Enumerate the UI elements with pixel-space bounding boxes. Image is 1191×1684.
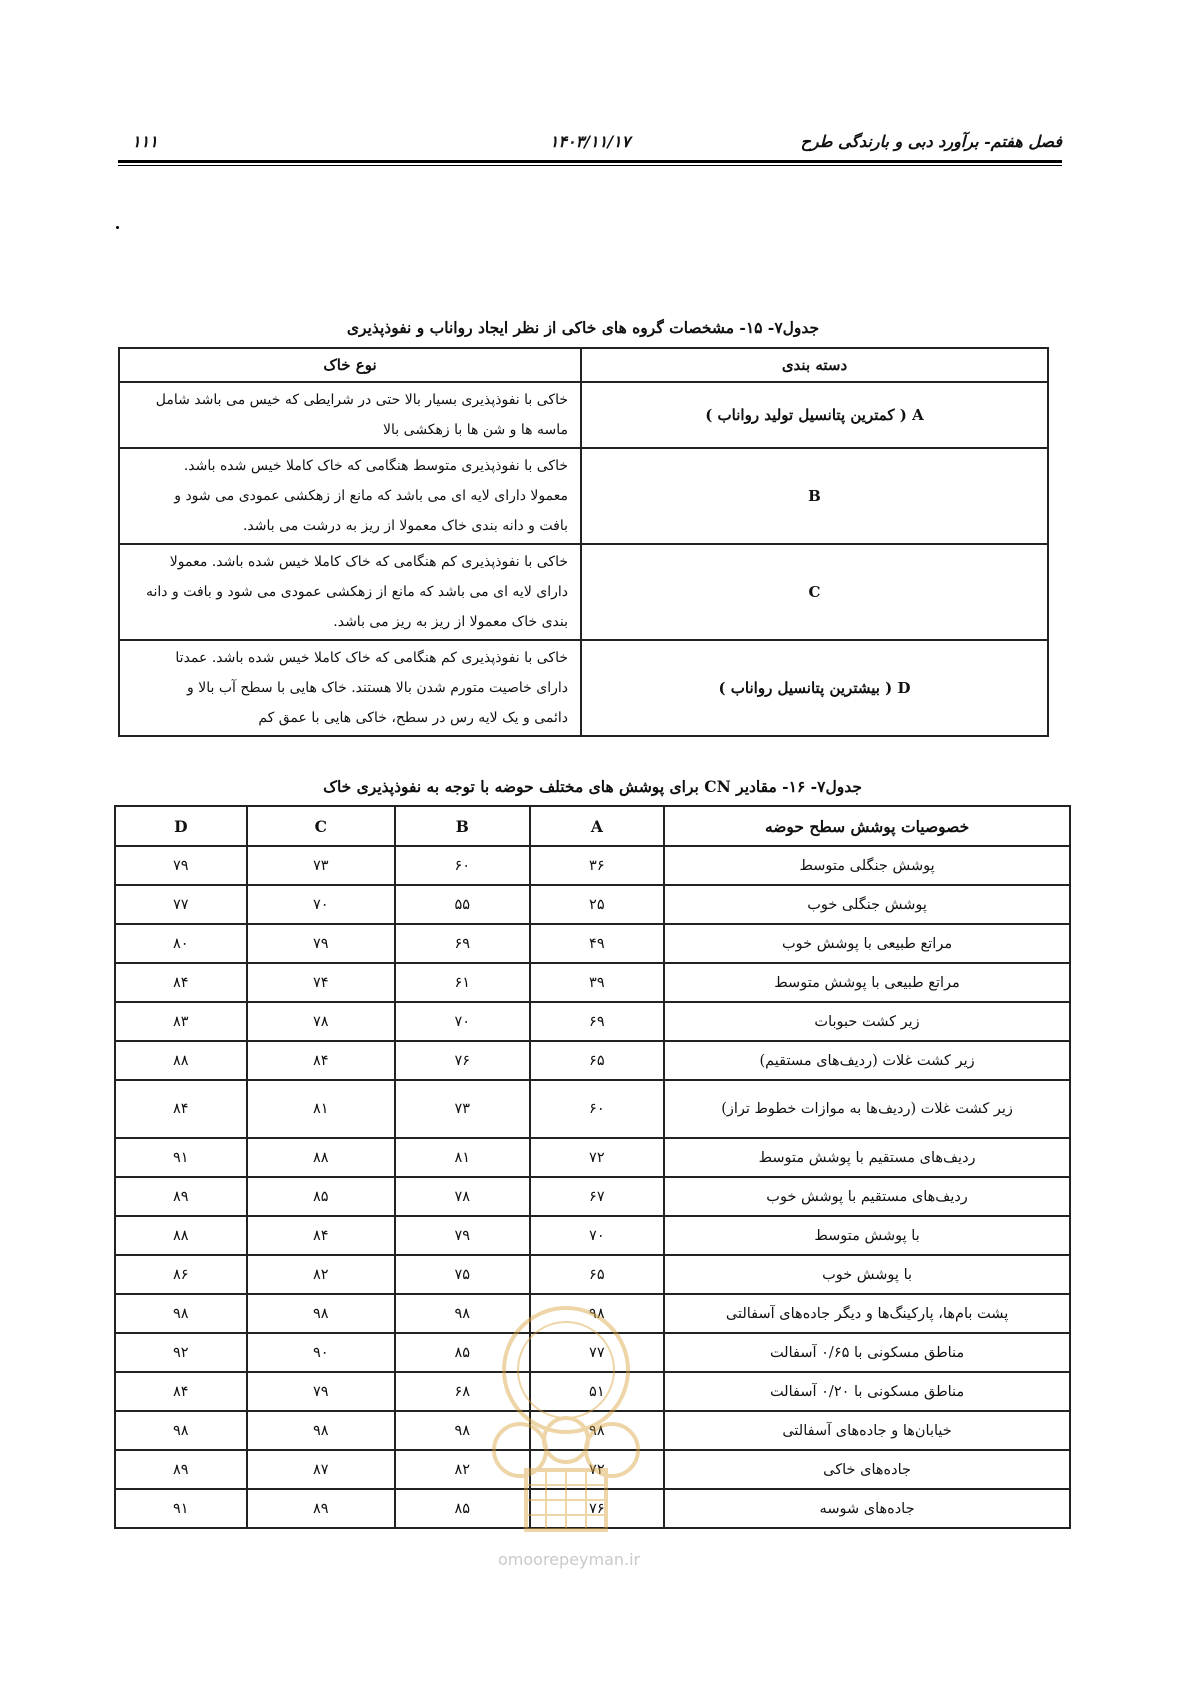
cn-values-table (114, 805, 1071, 1529)
cover-label: ردیف‌های مستقیم با پوشش متوسط (664, 1138, 1070, 1177)
table2-row (115, 1489, 1070, 1528)
table2-row (115, 1041, 1070, 1080)
cn-value-a: ۶۹ (530, 1002, 665, 1041)
cn-value-d: ۹۱ (115, 1489, 247, 1528)
table2-row (115, 924, 1070, 963)
cn-value-d: ۸۴ (115, 1080, 247, 1138)
cn-value-a: ۹۸ (530, 1411, 665, 1450)
soil-description-line: خاکی با نفوذپذیری کم هنگامی که خاک کاملا خیس شده باشد. عمدتا (175, 650, 568, 666)
table2-header-label: خصوصیات پوشش سطح حوضه (664, 806, 1070, 846)
cn-value-a: ۷۲ (530, 1450, 665, 1489)
header-date: ۱۴۰۳/۱۱/۱۷ (549, 132, 631, 151)
cn-value-a: ۹۸ (530, 1294, 665, 1333)
cn-value-a: ۳۶ (530, 846, 665, 885)
cn-value-b: ۸۲ (395, 1450, 530, 1489)
cn-value-b: ۷۹ (395, 1216, 530, 1255)
cn-value-a: ۶۵ (530, 1255, 665, 1294)
soil-groups-table (118, 347, 1049, 737)
table2-row (115, 1294, 1070, 1333)
cn-value-c: ۹۸ (247, 1294, 395, 1333)
cn-value-b: ۶۹ (395, 924, 530, 963)
table1-caption: جدول۷- ۱۵- مشخصات گروه های خاکی از نظر ایجاد رواناب و نفوذپذیری (346, 318, 820, 337)
table2-header-a: A (530, 806, 665, 846)
cn-value-b: ۷۰ (395, 1002, 530, 1041)
table1-header-soil-type: نوع خاک (119, 348, 581, 382)
cn-value-a: ۶۰ (530, 1080, 665, 1138)
soil-description-line: ماسه ها و شن ها با زهکشی بالا (383, 422, 568, 438)
cn-value-b: ۹۸ (395, 1294, 530, 1333)
cn-value-a: ۲۵ (530, 885, 665, 924)
cover-label: مراتع طبیعی با پوشش متوسط (664, 963, 1070, 1002)
cn-value-c: ۷۸ (247, 1002, 395, 1041)
table2-row (115, 1450, 1070, 1489)
cn-value-d: ۹۱ (115, 1138, 247, 1177)
cn-value-b: ۸۵ (395, 1333, 530, 1372)
cover-label: زیر کشت حبوبات (664, 1002, 1070, 1041)
cn-value-d: ۷۷ (115, 885, 247, 924)
cn-value-d: ۸۸ (115, 1216, 247, 1255)
cn-value-b: ۷۵ (395, 1255, 530, 1294)
soil-description-line: دارای خاصیت متورم شدن بالا هستند. خاک هایی با سطح آب بالا و (187, 680, 568, 696)
cn-value-c: ۷۴ (247, 963, 395, 1002)
table1-header-category: دسته بندی (581, 348, 1048, 382)
cn-value-a: ۷۷ (530, 1333, 665, 1372)
cn-value-d: ۹۲ (115, 1333, 247, 1372)
soil-description (119, 544, 581, 640)
cn-value-d: ۹۸ (115, 1294, 247, 1333)
cn-value-d: ۸۶ (115, 1255, 247, 1294)
cn-value-b: ۷۶ (395, 1041, 530, 1080)
cn-value-d: ۸۴ (115, 963, 247, 1002)
table2-header-row (115, 806, 1070, 846)
soil-description (119, 382, 581, 448)
table2-row (115, 1002, 1070, 1041)
cn-value-a: ۵۱ (530, 1372, 665, 1411)
table2-row (115, 963, 1070, 1002)
table2-row (115, 846, 1070, 885)
table2-header-b: B (395, 806, 530, 846)
cn-value-a: ۳۹ (530, 963, 665, 1002)
page-header (118, 128, 1062, 162)
cn-value-c: ۸۲ (247, 1255, 395, 1294)
cn-value-d: ۸۳ (115, 1002, 247, 1041)
cn-value-a: ۷۰ (530, 1216, 665, 1255)
cn-value-b: ۹۸ (395, 1411, 530, 1450)
cn-value-d: ۸۹ (115, 1177, 247, 1216)
cn-value-d: ۸۹ (115, 1450, 247, 1489)
table2-row (115, 1216, 1070, 1255)
cn-value-c: ۸۴ (247, 1216, 395, 1255)
page-number: ۱۱۱ (132, 132, 158, 151)
cn-value-a: ۶۷ (530, 1177, 665, 1216)
cover-label: جاده‌های خاکی (664, 1450, 1070, 1489)
soil-category: C (581, 544, 1048, 640)
table2-row (115, 1177, 1070, 1216)
cn-value-b: ۸۱ (395, 1138, 530, 1177)
table2-header-d: D (115, 806, 247, 846)
cn-value-c: ۷۹ (247, 924, 395, 963)
soil-category: D ( بیشترین پتانسیل رواناب ) (581, 640, 1048, 736)
soil-description-line: معمولا دارای لایه ای می باشد که مانع از زهکشی عمودی می شود و (174, 488, 568, 504)
header-rule-thick (118, 160, 1062, 163)
soil-description-line: بافت و دانه بندی خاک معمولا از ریز به درشت می باشد. (242, 518, 568, 534)
cn-value-d: ۸۴ (115, 1372, 247, 1411)
cover-label: زیر کشت غلات (ردیف‌های مستقیم) (664, 1041, 1070, 1080)
soil-description-line: خاکی با نفوذپذیری کم هنگامی که خاک کاملا خیس شده باشد. معمولا (169, 554, 568, 570)
table2-row (115, 1138, 1070, 1177)
cn-value-b: ۷۳ (395, 1080, 530, 1138)
soil-description-line: خاکی با نفوذپذیری بسیار بالا حتی در شرایطی که خیس می باشد شامل (155, 392, 568, 408)
cover-label: با پوشش متوسط (664, 1216, 1070, 1255)
cn-value-b: ۵۵ (395, 885, 530, 924)
chapter-title: فصل هفتم- برآورد دبی و بارندگی طرح (800, 132, 1062, 151)
header-rule-thin (118, 165, 1062, 166)
soil-description-line: دارای لایه ای می باشد که مانع از زهکشی عمودی می شود و بافت و دانه (146, 584, 568, 600)
cn-value-b: ۶۸ (395, 1372, 530, 1411)
cover-label: پوشش جنگلی متوسط (664, 846, 1070, 885)
cn-value-c: ۷۳ (247, 846, 395, 885)
cn-value-b: ۷۸ (395, 1177, 530, 1216)
table2-row (115, 1080, 1070, 1138)
table2-header-c: C (247, 806, 395, 846)
cover-label: جاده‌های شوسه (664, 1489, 1070, 1528)
soil-description-line: بندی خاک معمولا از ریز به ریز می باشد. (333, 614, 568, 630)
cn-value-d: ۹۸ (115, 1411, 247, 1450)
cn-value-d: ۷۹ (115, 846, 247, 885)
soil-description-line: دائمی و یک لایه رس در سطح، خاکی هایی با عمق کم (258, 710, 568, 726)
cn-value-b: ۶۱ (395, 963, 530, 1002)
cn-value-a: ۴۹ (530, 924, 665, 963)
cover-label: مراتع طبیعی با پوشش خوب (664, 924, 1070, 963)
soil-description (119, 640, 581, 736)
cover-label: پوشش جنگلی خوب (664, 885, 1070, 924)
cn-value-d: ۸۸ (115, 1041, 247, 1080)
table1-header-row (119, 348, 1048, 382)
cover-label: مناطق مسکونی با ۰/۶۵ آسفالت (664, 1333, 1070, 1372)
table1-row (119, 640, 1048, 736)
soil-description-line: خاکی با نفوذپذیری متوسط هنگامی که خاک کاملا خیس شده باشد. (183, 458, 568, 474)
cn-value-c: ۸۷ (247, 1450, 395, 1489)
table2-row (115, 1411, 1070, 1450)
table2-row (115, 1333, 1070, 1372)
cover-label: ردیف‌های مستقیم با پوشش خوب (664, 1177, 1070, 1216)
soil-category: A ( کمترین پتانسیل تولید رواناب ) (581, 382, 1048, 448)
stray-dot (116, 226, 119, 229)
cover-label: زیر کشت غلات (ردیف‌ها به موازات خطوط تراز) (664, 1080, 1070, 1138)
cn-value-a: ۶۵ (530, 1041, 665, 1080)
cn-value-c: ۹۸ (247, 1411, 395, 1450)
cn-value-d: ۸۰ (115, 924, 247, 963)
cover-label: مناطق مسکونی با ۰/۲۰ آسفالت (664, 1372, 1070, 1411)
table2-row (115, 885, 1070, 924)
cn-value-c: ۹۰ (247, 1333, 395, 1372)
cn-value-c: ۸۵ (247, 1177, 395, 1216)
cover-label: پشت بام‌ها، پارکینگ‌ها و دیگر جاده‌های آسفالتی (664, 1294, 1070, 1333)
website-watermark: omoorepeyman.ir (498, 1550, 641, 1569)
cn-value-b: ۸۵ (395, 1489, 530, 1528)
table2-caption: جدول۷- ۱۶- مقادیر CN برای پوشش های مختلف حوضه با توجه به نفوذپذیری خاک (323, 777, 862, 796)
cn-value-c: ۷۹ (247, 1372, 395, 1411)
table2-row (115, 1255, 1070, 1294)
cover-label: خیابان‌ها و جاده‌های آسفالتی (664, 1411, 1070, 1450)
soil-description (119, 448, 581, 544)
cn-value-c: ۷۰ (247, 885, 395, 924)
table1-row (119, 448, 1048, 544)
cn-value-a: ۷۲ (530, 1138, 665, 1177)
cn-value-a: ۷۶ (530, 1489, 665, 1528)
cn-value-c: ۸۸ (247, 1138, 395, 1177)
table2-row (115, 1372, 1070, 1411)
table1-row (119, 382, 1048, 448)
soil-category: B (581, 448, 1048, 544)
cn-value-b: ۶۰ (395, 846, 530, 885)
cn-value-c: ۸۴ (247, 1041, 395, 1080)
cn-value-c: ۸۹ (247, 1489, 395, 1528)
cover-label: با پوشش خوب (664, 1255, 1070, 1294)
table1-row (119, 544, 1048, 640)
cn-value-c: ۸۱ (247, 1080, 395, 1138)
